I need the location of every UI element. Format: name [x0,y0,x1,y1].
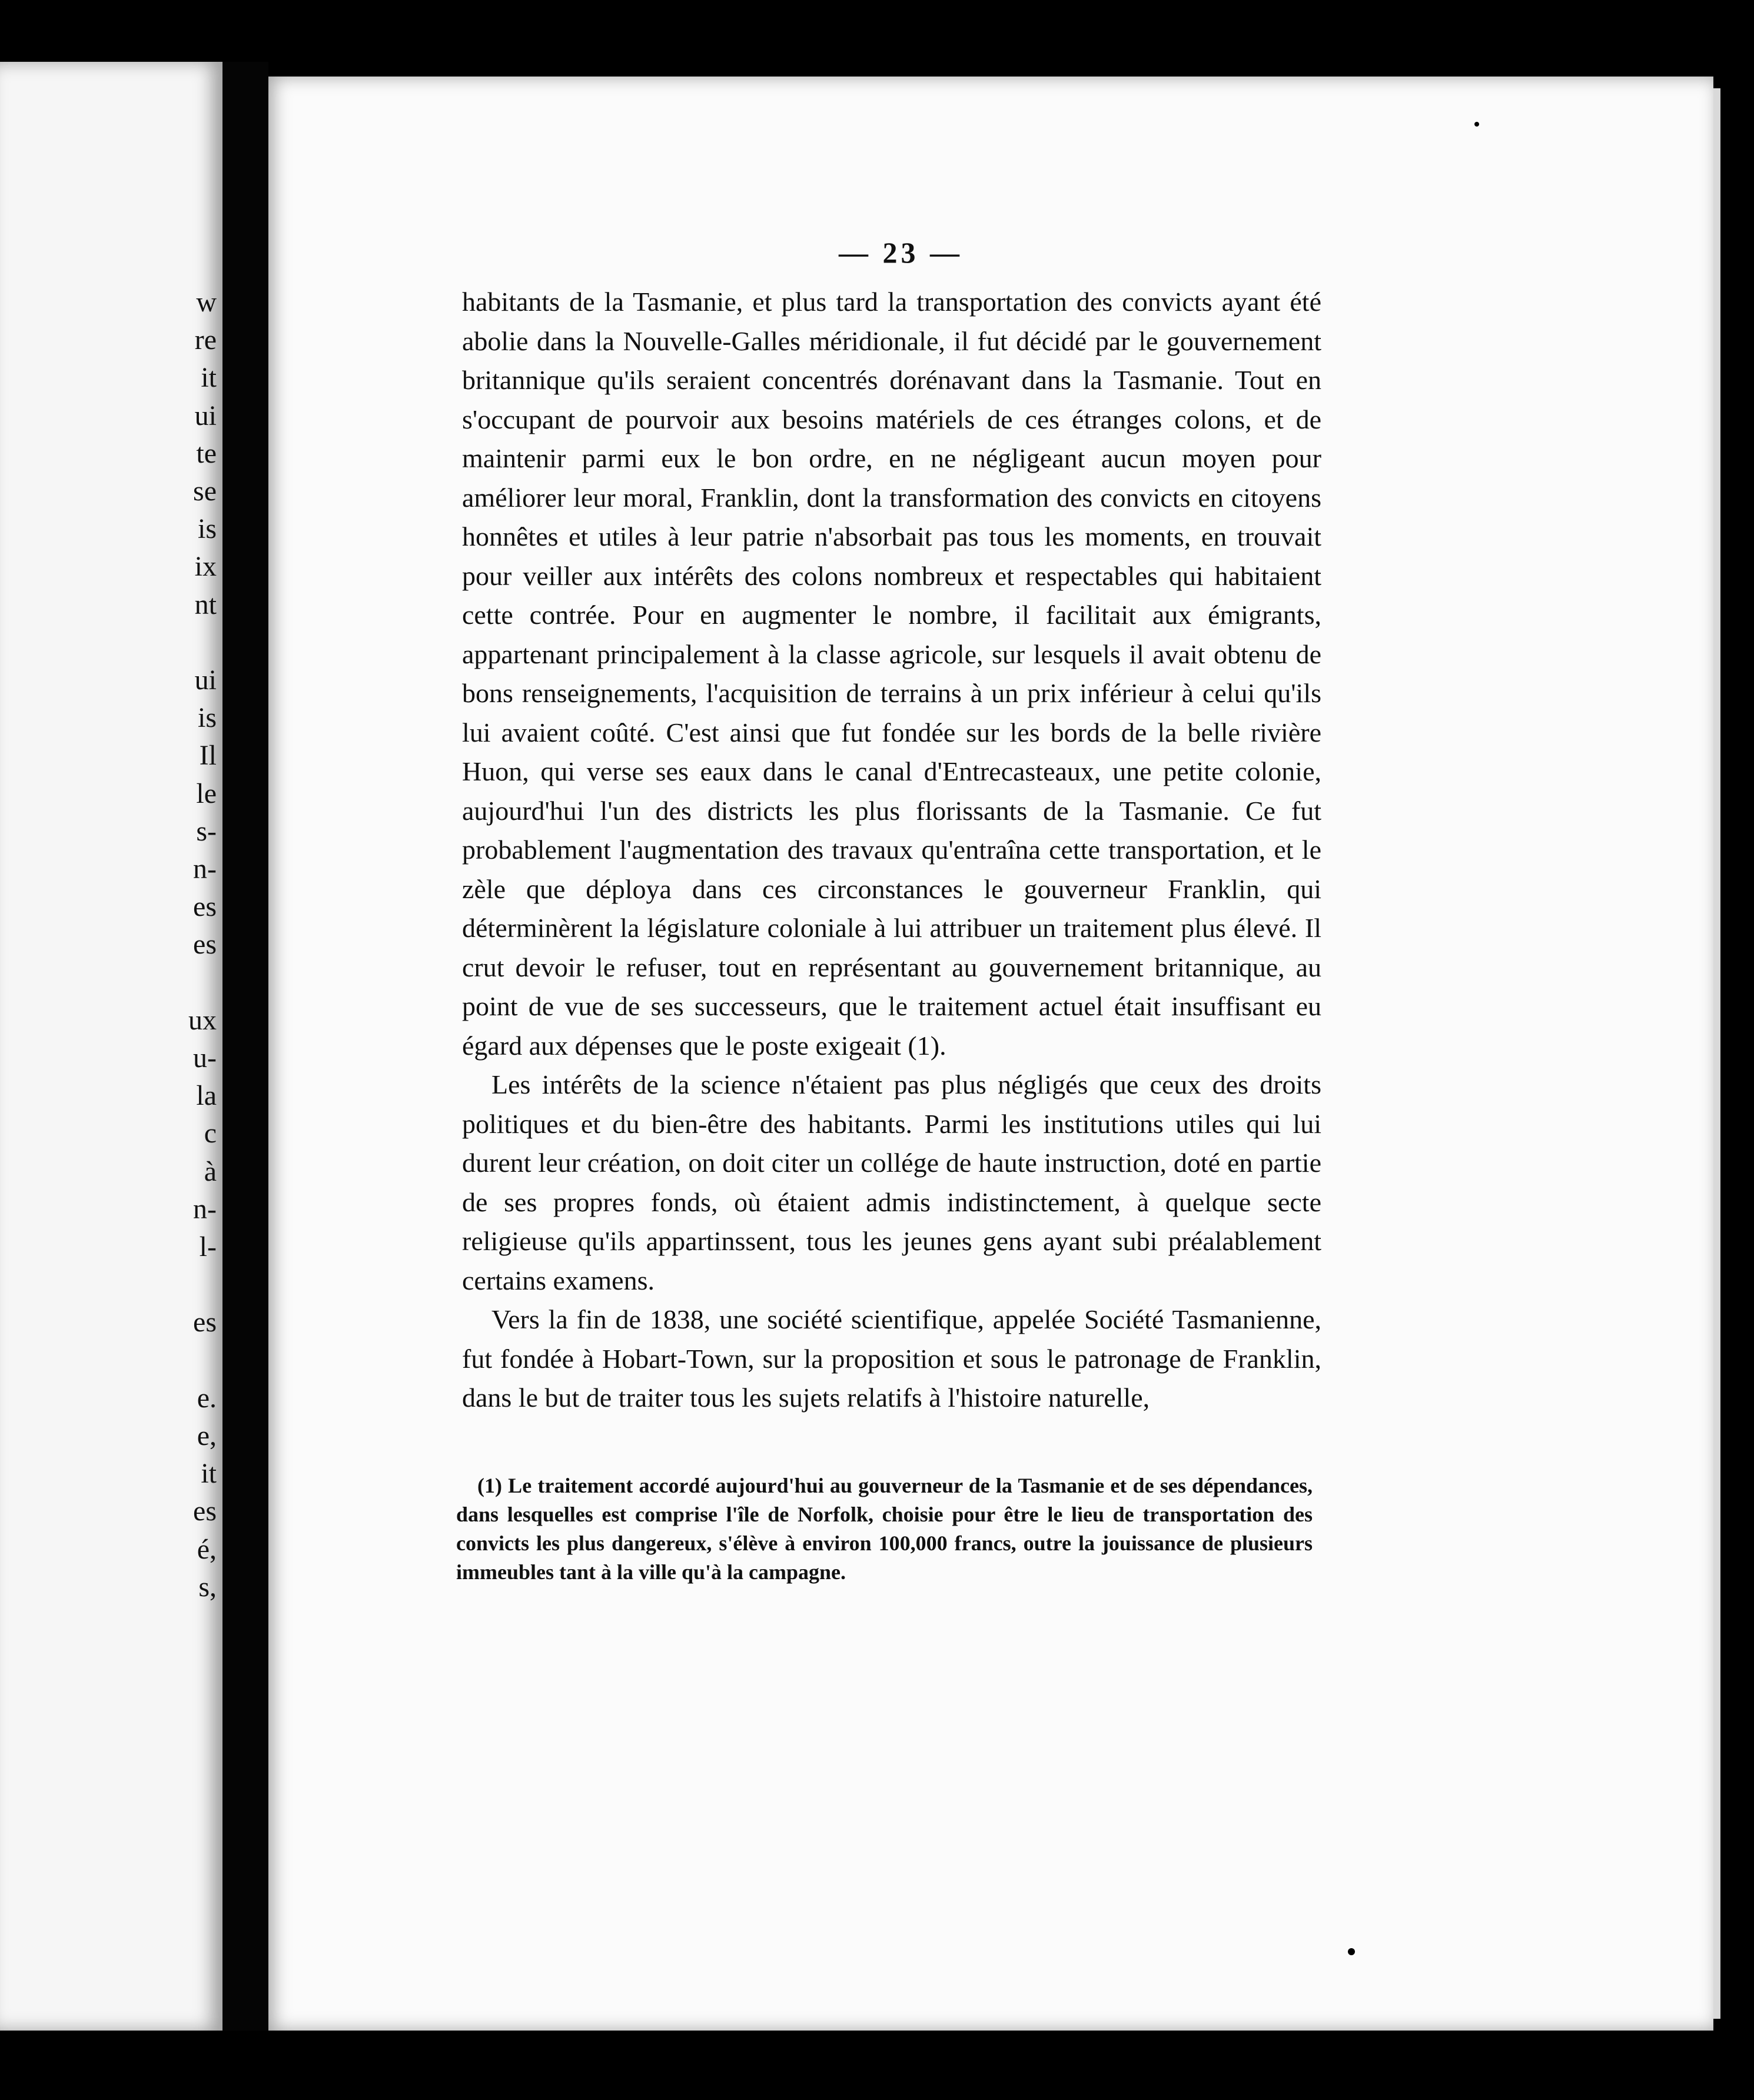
book-gutter [222,62,268,2031]
left-page-fragment: is [197,513,217,545]
left-page-fragment: es [193,1496,217,1527]
left-page-fragment: u- [193,1042,217,1074]
left-page-fragment: se [193,476,217,507]
left-page-fragment: e, [197,1420,217,1451]
left-page-fragment: es [193,1307,217,1338]
left-page-fragment: it [201,362,217,394]
left-page-fragment: le [196,777,217,809]
paragraph-2: Les intérêts de la science n'étaient pas plus négligés que ceux des droits politiques et du bien-être des habitants. Parmi les institutions utiles qui lui durent leur création, on doit citer un collége de haute instruction, doté en partie de ses propres fonds, où étaient admis indistinctement, à quelque secte religieuse qu'ils appartinssent, tous les jeunes gens ayant subi préalablement certains examens. [462,1069,1321,1295]
left-page-fragment: ux [188,1004,217,1036]
left-page-fragment: ui [194,664,217,696]
footnote-block [456,1471,1313,1587]
paragraph-3: Vers la fin de 1838, une société scientifique, appelée Société Tasmanienne, fut fondée à Hobart-Town, sur la proposition et sous le patronage de Franklin, dans le but de traiter tous les sujets relatifs à l'histoire naturelle, [462,1304,1321,1413]
left-page-fragment: Il [199,740,217,772]
left-page-fragment: w [196,287,217,318]
left-page-fragment: te [196,437,217,469]
left-page-fragment: s, [198,1571,217,1603]
left-page-fragment: es [193,891,217,923]
page-right-edge [1713,88,1720,2019]
left-page-fragment: é, [197,1533,217,1565]
left-page-fragment: n- [193,1193,217,1225]
left-page-fragment: la [196,1080,217,1112]
left-page-fragment: nt [194,589,217,620]
left-page-fragment: ui [194,400,217,431]
left-page-fragment: e. [197,1382,217,1414]
left-page-fragment: es [193,929,217,961]
footnote: (1) Le traitement accordé aujourd'hui au gouverneur de la Tasmanie et de ses dépendances, dans lesquelles est comprise l'île de Norfolk, choisie pour être le lieu de transportation des convicts les plus dangereux, s'élève à environ 100,000 francs, outre la jouissance de plusieurs immeubles tant à la ville qu'à la campagne. [456,1474,1313,1584]
left-page-fragment: n- [193,853,217,885]
left-page-fragment: ix [194,551,217,583]
left-page-fragment: c [204,1118,217,1149]
left-facing-page [0,62,222,2031]
body-text [462,283,1321,1418]
left-page-fragment: is [197,702,217,734]
left-page-fragment: it [201,1458,217,1490]
left-page-fragment: l- [199,1231,217,1262]
speck-bottom-right [1348,1948,1355,1955]
paragraph-1: habitants de la Tasmanie, et plus tard la transportation des convicts ayant été abolie dans la Nouvelle-Galles méridionale, il fut décidé par le gouvernement britannique qu'ils seraient concentrés dorénavant dans la Tasmanie. Tout en s'occupant de pourvoir aux besoins matériels de ces étranges colons, et de maintenir parmi eux le bon ordre, en ne négligeant aucun moyen pour améliorer leur moral, Franklin, dont la transformation des convicts en citoyens honnêtes et utiles à leur patrie n'absorbait pas tous les moments, en trouvait pour veiller aux intérêts des colons nombreux et respectables qui habitaient cette contrée. Pour en augmenter le nombre, il facilitait aux émigrants, appartenant principalement à la classe agricole, sur lesquels il avait obtenu de bons renseignements, l'acquisition de terrains à un prix inférieur à celui qu'ils lui avaient coûté. C'est ainsi que fut fondée sur les bords de la belle rivière Huon, qui verse ses eaux dans le canal d'Entrecasteaux, une petite colonie, aujourd'hui l'un des districts les plus florissants de la Tasmanie. Ce fut probablement l'augmentation des travaux qu'entraîna cette transportation, et le zèle que déploya dans ces circonstances le gouverneur Franklin, qui déterminèrent la législature coloniale à lui attribuer un traitement plus élevé. Il crut devoir le refuser, tout en représentant au gouvernement britannique, au point de vue de ses successeurs, que le traitement actuel était insuffisant eu égard aux dépenses que le poste exigeait (1). [462,287,1321,1061]
left-page-fragment: à [204,1155,217,1187]
page-number: — 23 — [839,236,963,269]
left-page-fragment: s- [196,815,217,847]
speck-top-right [1474,122,1479,127]
left-page-fragment: re [194,324,217,356]
